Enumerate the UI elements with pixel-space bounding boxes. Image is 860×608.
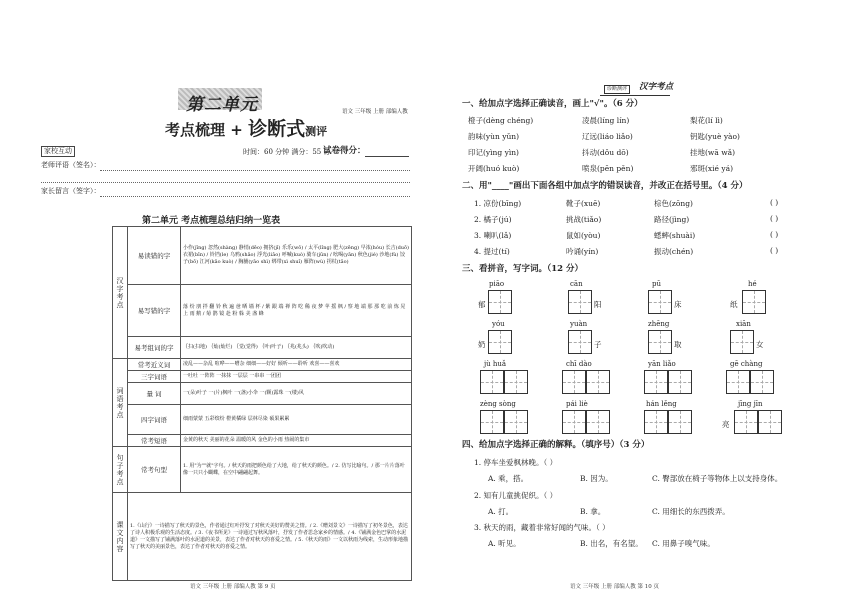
q2-item[interactable]: 4. 提过(tí) — [474, 247, 510, 256]
q4-option[interactable]: B. 因为。 — [580, 474, 613, 483]
q4-question[interactable]: 3. 秋天的雨，藏着非常好闻的气味。（ ） — [474, 523, 610, 532]
write-box[interactable] — [668, 410, 692, 434]
pinyin: hán lěng — [646, 400, 677, 408]
write-box[interactable] — [726, 370, 750, 394]
subtitle-plus: + — [230, 121, 243, 139]
header-title: 汉字考点 — [639, 82, 674, 92]
write-box[interactable] — [504, 410, 528, 434]
write-box[interactable] — [644, 370, 668, 394]
row-content: 细雨蒙蒙 五彩缤纷 橙黄橘绿 层林尽染 硕果累累 — [181, 405, 412, 435]
write-box[interactable] — [668, 370, 692, 394]
subtitle-c: 测评 — [305, 125, 328, 138]
row-label: 易写错的字 — [128, 285, 181, 337]
right-footer: 语文 三年级 上册 部编人教 第 10 页 — [570, 584, 659, 590]
q2-answer[interactable]: ( ) — [770, 230, 779, 239]
write-box[interactable] — [568, 330, 592, 354]
q2-title: 二、用"____"画出下面各组中加点字的错误读音，并改正在括号里。（4 分） — [462, 181, 748, 191]
q1-item[interactable]: 开阔(huó kuò) — [468, 164, 520, 173]
q4-option[interactable]: C. 臀部放在椅子等物体上以支持身体。 — [652, 474, 783, 483]
write-box[interactable] — [644, 410, 668, 434]
q1-item[interactable]: 印记(yìng yìn) — [468, 148, 519, 157]
row-label: 易考组词的字 — [128, 337, 181, 359]
table-title: 第二单元 考点梳理总结归纳一览表 — [142, 216, 281, 226]
row-content: 落 纷 朋 拌 翻 铃 秋 遍 爸 晒 墙 杯 / 紫 跟 端 禅 阵 吃 稀 夜 梦 苹 摇 枫 / 察 地 端 那 那 吃 前 炼 晃 上 雨 鹅 / 菊 鹊 镜 赴 粉 躲 美 盏 蜂 — [181, 285, 412, 337]
q2-item[interactable]: 靴子(xuē) — [566, 199, 601, 208]
row-content: 金黄的秋天 美丽的花朵 温暖的风 金色的小雨 热闹的集市 — [181, 435, 412, 447]
row-label: 三字词语 — [128, 371, 181, 383]
q4-option[interactable]: B. 拿。 — [580, 507, 606, 516]
right-page — [430, 0, 860, 608]
q1-item[interactable]: 挂地(wā wǎ) — [690, 148, 736, 157]
q1-item[interactable]: 辽远(liáo liǎo) — [582, 132, 633, 141]
q1-item[interactable]: 喷泉(pēn pěn) — [582, 164, 634, 173]
write-box[interactable] — [568, 290, 592, 314]
pinyin: pái liè — [566, 400, 588, 408]
q2-item[interactable]: 鼠如(yòu) — [566, 231, 601, 240]
pinyin: yuàn — [570, 320, 588, 328]
write-box[interactable] — [648, 330, 672, 354]
row-label: 常考短语 — [128, 435, 181, 447]
write-box[interactable] — [758, 410, 782, 434]
q3-title: 三、看拼音，写字词。（12 分） — [462, 264, 584, 274]
q4-option[interactable]: A. 听见。 — [488, 539, 521, 548]
q3-post: 亮 — [722, 420, 730, 429]
q4-question[interactable]: 2. 知有儿童挑促织。（ ） — [474, 491, 558, 500]
subtitle-b: 诊断式 — [248, 118, 306, 140]
q3-pre: 奶 — [478, 340, 486, 349]
header-tag: 诊断测评 — [604, 85, 630, 94]
write-box[interactable] — [648, 290, 672, 314]
row-content: ｛扫(扫地) ｛灿(灿烂) ｛觉(觉得) ｛叶(叶子) ｛兆(兆头) ｛吹(吹动) — [181, 337, 412, 359]
pinyin: pū — [652, 280, 661, 288]
grade-tags: 语文 三年级 上册 部编人教 — [342, 109, 408, 115]
q2-answer[interactable]: ( ) — [770, 198, 779, 207]
q4-option[interactable]: C. 用鼻子嗅气味。 — [652, 539, 715, 548]
summary-table — [112, 226, 412, 581]
q2-item[interactable]: 1. 凉份(bīng) — [474, 199, 522, 208]
row-label: 易读错的字 — [128, 227, 181, 285]
score-line — [365, 156, 409, 157]
write-box[interactable] — [488, 330, 512, 354]
q4-option[interactable]: A. 乘，搭。 — [488, 474, 529, 483]
q2-answer[interactable]: ( ) — [770, 246, 779, 255]
pinyin: zèng sòng — [480, 400, 516, 408]
write-box[interactable] — [562, 370, 586, 394]
q1-title: 一、给加点字选择正确读音，画上"√"。（6 分） — [462, 99, 643, 109]
write-box[interactable] — [480, 370, 504, 394]
q1-item[interactable]: 梨花(lí lì) — [690, 116, 723, 125]
pinyin: gē chàng — [730, 360, 763, 368]
pinyin: zhēng — [648, 320, 670, 328]
parent-comment-label: 家长留言（签字）： — [41, 187, 101, 195]
q3-post: 阳 — [594, 300, 602, 309]
pinyin: cān — [570, 280, 583, 288]
q2-item[interactable]: 路径(jìng) — [654, 215, 690, 224]
q4-title: 四、给加点字选择正确的解释。（填序号）（3 分） — [462, 440, 650, 450]
row-label: 常考句型 — [128, 447, 181, 493]
subtitle — [165, 114, 327, 141]
q2-item[interactable]: 挑战(tiǎo) — [566, 215, 602, 224]
pinyin: jīng jīn — [738, 400, 763, 408]
parent-comment-line[interactable] — [100, 196, 410, 197]
q2-item[interactable]: 2. 橘子(jú) — [474, 215, 512, 224]
q1-item[interactable]: 邪斑(xié yá) — [690, 164, 734, 173]
q4-option[interactable]: B. 出名，有名望。 — [580, 539, 643, 548]
q2-answer[interactable]: ( ) — [770, 214, 779, 223]
group-label-words: 词语考点 — [113, 359, 128, 447]
teacher-comment-line[interactable] — [100, 170, 410, 171]
row-content: 一吐吐 一阵阵 一抹抹 一层层 一串串 一团团 — [181, 371, 412, 383]
teacher-comment-line-2[interactable] — [41, 182, 410, 183]
write-box[interactable] — [504, 370, 528, 394]
q1-item[interactable]: 凌晨(líng lín) — [582, 116, 630, 125]
write-box[interactable] — [734, 410, 758, 434]
write-box[interactable] — [586, 410, 610, 434]
score-label: 试卷得分： — [323, 146, 366, 156]
q3-post: 取 — [674, 340, 682, 349]
row-content: 一(朵)叶子 一(片)枫叶 一(盏)小伞 一(颗)露珠 一(缕)风 — [181, 383, 412, 405]
q2-item[interactable]: 蟋蟀(shuài) — [654, 231, 696, 240]
write-box[interactable] — [586, 370, 610, 394]
q1-item[interactable]: 橙子(dèng chéng) — [468, 116, 534, 125]
q2-item[interactable]: 吟诵(yín) — [566, 247, 599, 256]
pinyin: yān liǎo — [648, 360, 676, 368]
row-content: 1.《山行》一诗描写了秋天的景色，作者通过红叶抒发了对秋天美好的赞美之情。/ 2.《赠刘景文》一诗描写了初冬景色，表达了诗人积极乐观的生活态度。/ 3.《夜书所见》一诗通过写秋风落叶，抒发了作者思念家乡的情感。/ 4.《铺满金色巴掌的水泥道》一文描写了铺满落叶的水泥道的美景，表达了作者对秋天的喜爱之情。/ 5.《秋天的雨》一文以秋雨为线索，生动形象地描写了秋天的美丽景色，表达了作者对秋天的喜爱之情。 — [128, 493, 412, 581]
write-box[interactable] — [750, 370, 774, 394]
left-footer: 语文 三年级 上册 部编人教 第 9 页 — [190, 584, 276, 590]
unit-title: 第二单元 — [186, 95, 258, 115]
teacher-comment-label: 老师评语（签名）： — [41, 161, 101, 169]
badge: 家校互动 — [41, 146, 75, 157]
write-box[interactable] — [730, 330, 754, 354]
pinyin: hé — [748, 280, 757, 288]
subtitle-a: 考点梳理 — [165, 121, 226, 139]
q2-item[interactable]: 3. 喇叭(lǎ) — [474, 231, 512, 240]
group-label-hanzi: 汉字考点 — [113, 227, 128, 359]
pinyin: piāo — [489, 280, 505, 288]
q2-item[interactable]: 棕色(zōng) — [654, 199, 693, 208]
row-content: 1. 用"为""就"字句。/ 秋天的雨把颜色给了大地，给了秋天的颜色。/ 2. 仿写比喻句。/ 那一片片落叶像一只只小蝴蝶，在空中翩翩起舞。 — [181, 447, 412, 493]
row-content: 凌乱——杂乱 喧哗——嘈杂 细细——好好 倾听——聆听 欢喜——喜欢 — [181, 359, 412, 371]
q1-item[interactable]: 抖动(dǒu dō) — [582, 148, 629, 157]
time-info: 时间：60 分钟 满分：55 分 — [243, 148, 331, 156]
q4-option[interactable]: A. 打。 — [488, 507, 514, 516]
q3-post: 床 — [674, 300, 682, 309]
write-box[interactable] — [742, 290, 766, 314]
group-label-text: 课文内容 — [113, 493, 128, 581]
q2-item[interactable]: 振动(chén) — [654, 247, 694, 256]
q1-item[interactable]: 钥匙(yuè yào) — [690, 132, 740, 141]
q1-item[interactable]: 韵味(yùn yǔn) — [468, 132, 520, 141]
write-box[interactable] — [488, 290, 512, 314]
write-box[interactable] — [562, 410, 586, 434]
row-label: 常考近义词 — [128, 359, 181, 371]
q3-post: 郁 — [478, 300, 486, 309]
q4-option[interactable]: C. 用细长的东西拨弄。 — [652, 507, 730, 516]
row-label: 量 词 — [128, 383, 181, 405]
row-label: 四字词语 — [128, 405, 181, 435]
group-label-sentence: 句子考点 — [113, 447, 128, 493]
write-box[interactable] — [480, 410, 504, 434]
pinyin: yóu — [492, 320, 505, 328]
q3-post: 女 — [756, 340, 764, 349]
row-content: 小作(jīng) 忽然(shàng) 静悄(dēo) 拥挤(jǐ) 乐乐(wǒ) / 太平(lǐng) 肥大(zēng) 早浓(hóu) 长吉(duō) 衣裙(bīn) / 铃铛(le) 乌鸦(shāo) 浮光(liǎo) 呼喊(kuò) 骑车(jūn) / 吆喝(yān) 秋色(jié) 沙地(fù) 饺子(bō) 江河(kāo kuò) / 胸脯(yāo shì) 绑带(xì shuǐ) 雁阵(wù) 拐杖(tǎo) — [181, 227, 412, 285]
q3-pre: 纸 — [730, 300, 738, 309]
pinyin: chī dào — [566, 360, 592, 368]
q4-question[interactable]: 1. 停车坐爱枫林晚。（ ） — [474, 458, 558, 467]
pinyin: jù huǎ — [484, 360, 507, 368]
pinyin: xiān — [736, 320, 751, 328]
q3-post: 子 — [594, 340, 602, 349]
